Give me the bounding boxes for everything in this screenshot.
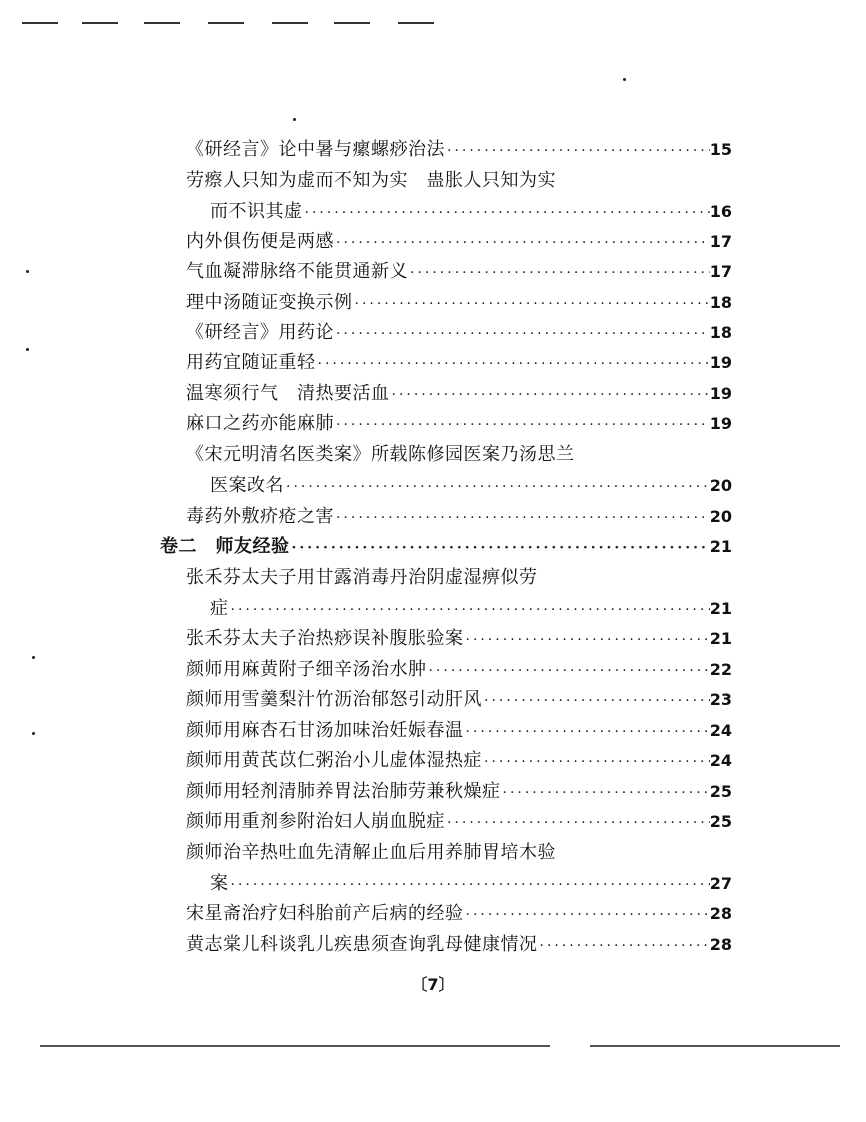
toc-title: 医案改名	[210, 475, 284, 496]
dot-leader	[482, 687, 710, 714]
toc-entry[interactable]	[186, 625, 732, 653]
toc-entry[interactable]	[186, 778, 732, 806]
toc-entry[interactable]	[186, 503, 732, 531]
dot-leader	[353, 290, 710, 317]
toc-title: 卷二 师友经验	[160, 536, 290, 557]
dot-leader	[334, 504, 710, 531]
toc-page: 22	[709, 660, 732, 679]
dot-leader	[408, 259, 710, 286]
toc-title: 症	[210, 598, 229, 619]
toc-title: 颜师用黄芪苡仁粥治小儿虚体湿热症	[186, 750, 482, 771]
bottom-rule	[40, 1045, 190, 1047]
dot-leader	[334, 411, 710, 438]
toc-title: 《研经言》用药论	[186, 322, 334, 343]
toc-title: 颜师用雪羹梨汁竹沥治郁怒引动肝风	[186, 689, 482, 710]
toc-page: 25	[709, 782, 732, 801]
toc-page: 17	[709, 262, 732, 281]
toc-entry-line[interactable]: 张禾芬太夫子用甘露消毒丹治阴虚湿痹似劳	[186, 567, 538, 588]
toc-page: 21	[709, 537, 732, 556]
toc-entry[interactable]	[186, 808, 732, 836]
dot-leader	[445, 137, 710, 164]
toc-page: 18	[709, 323, 732, 342]
scan-speck	[623, 78, 626, 81]
bottom-rule	[590, 1045, 840, 1047]
dot-leader	[284, 473, 710, 500]
toc-page: 20	[709, 476, 732, 495]
toc-title: 黄志棠儿科谈乳儿疾患须查询乳母健康情况	[186, 934, 538, 955]
toc-entry[interactable]	[186, 349, 732, 377]
toc-entry[interactable]	[186, 289, 732, 317]
dot-leader	[501, 779, 710, 806]
toc-page: 25	[709, 812, 732, 831]
toc-entry[interactable]	[186, 686, 732, 714]
toc-entry[interactable]	[210, 472, 732, 500]
dot-leader	[229, 596, 710, 623]
toc-title: 用药宜随证重轻	[186, 352, 316, 373]
toc-chapter-heading[interactable]	[160, 533, 732, 561]
toc-page: 27	[709, 874, 732, 893]
toc-page: 24	[709, 721, 732, 740]
toc-page: 24	[709, 751, 732, 770]
toc-entry[interactable]	[210, 198, 732, 226]
toc-entry[interactable]	[210, 595, 732, 623]
toc-title: 内外俱伤便是两感	[186, 231, 334, 252]
dot-leader	[482, 748, 710, 775]
toc-entry-line[interactable]: 颜师治辛热吐血先清解止血后用养肺胃培木验	[186, 842, 556, 863]
toc-entry[interactable]	[186, 410, 732, 438]
toc-page: 16	[709, 202, 732, 221]
toc-entry[interactable]	[186, 717, 732, 745]
dot-leader	[464, 718, 710, 745]
toc-page: 28	[709, 904, 732, 923]
toc-page: 18	[709, 293, 732, 312]
dot-leader	[390, 381, 710, 408]
toc-page: 23	[709, 690, 732, 709]
toc-page: 20	[709, 507, 732, 526]
toc-title: 而不识其虚	[210, 201, 303, 222]
toc-entry[interactable]	[186, 656, 732, 684]
toc-title: 颜师用麻杏石甘汤加味治妊娠春温	[186, 720, 464, 741]
dot-leader	[538, 932, 710, 959]
toc-title: 毒药外敷疥疮之害	[186, 506, 334, 527]
dot-leader	[334, 320, 710, 347]
toc-title: 案	[210, 873, 229, 894]
toc-entry[interactable]	[186, 319, 732, 347]
toc-entry[interactable]	[186, 380, 732, 408]
toc-entry[interactable]	[186, 747, 732, 775]
toc-entry[interactable]	[186, 900, 732, 928]
toc-page: 17	[709, 232, 732, 251]
toc-entry-line[interactable]: 劳瘵人只知为虚而不知为实 蛊胀人只知为实	[186, 170, 556, 191]
toc-title: 理中汤随证变换示例	[186, 292, 353, 313]
toc-title: 颜师用重剂参附治妇人崩血脱症	[186, 811, 445, 832]
toc-page: 19	[709, 353, 732, 372]
toc-title: 张禾芬太夫子治热痧误补腹胀验案	[186, 628, 464, 649]
scan-speck	[32, 656, 35, 659]
dot-leader	[427, 657, 710, 684]
bottom-rule	[190, 1045, 550, 1047]
dot-leader	[464, 901, 710, 928]
toc-title: 气血凝滞脉络不能贯通新义	[186, 261, 408, 282]
toc-page: 28	[709, 935, 732, 954]
scan-speck	[32, 732, 35, 735]
toc-entry-line[interactable]: 《宋元明清名医类案》所载陈修园医案乃汤思兰	[186, 444, 575, 465]
toc-page: 21	[709, 599, 732, 618]
toc-title: 颜师用轻剂清肺养胃法治肺劳兼秋燥症	[186, 781, 501, 802]
toc-page: 15	[709, 140, 732, 159]
toc-entry[interactable]	[186, 136, 732, 164]
toc-page: 19	[709, 414, 732, 433]
toc-entry[interactable]	[186, 228, 732, 256]
dot-leader	[334, 229, 710, 256]
scan-speck	[26, 270, 29, 273]
dot-leader	[303, 199, 710, 226]
toc-title: 宋星斋治疗妇科胎前产后病的经验	[186, 903, 464, 924]
page-number: 〔7〕	[411, 975, 455, 994]
scan-speck	[26, 348, 29, 351]
dot-leader	[445, 809, 710, 836]
toc-title: 颜师用麻黄附子细辛汤治水肿	[186, 659, 427, 680]
toc-page: 21	[709, 629, 732, 648]
toc-entry[interactable]	[186, 258, 732, 286]
toc-title: 温寒须行气 清热要活血	[186, 383, 390, 404]
dot-leader	[316, 350, 710, 377]
dot-leader	[290, 534, 710, 561]
toc-entry[interactable]	[210, 870, 732, 898]
toc-title: 《研经言》论中暑与瘰螺痧治法	[186, 139, 445, 160]
toc-page: 19	[709, 384, 732, 403]
toc-title: 麻口之药亦能麻肺	[186, 413, 334, 434]
dot-leader	[464, 626, 710, 653]
scan-speck	[293, 118, 296, 121]
dot-leader	[229, 871, 710, 898]
toc-entry[interactable]	[186, 931, 732, 959]
